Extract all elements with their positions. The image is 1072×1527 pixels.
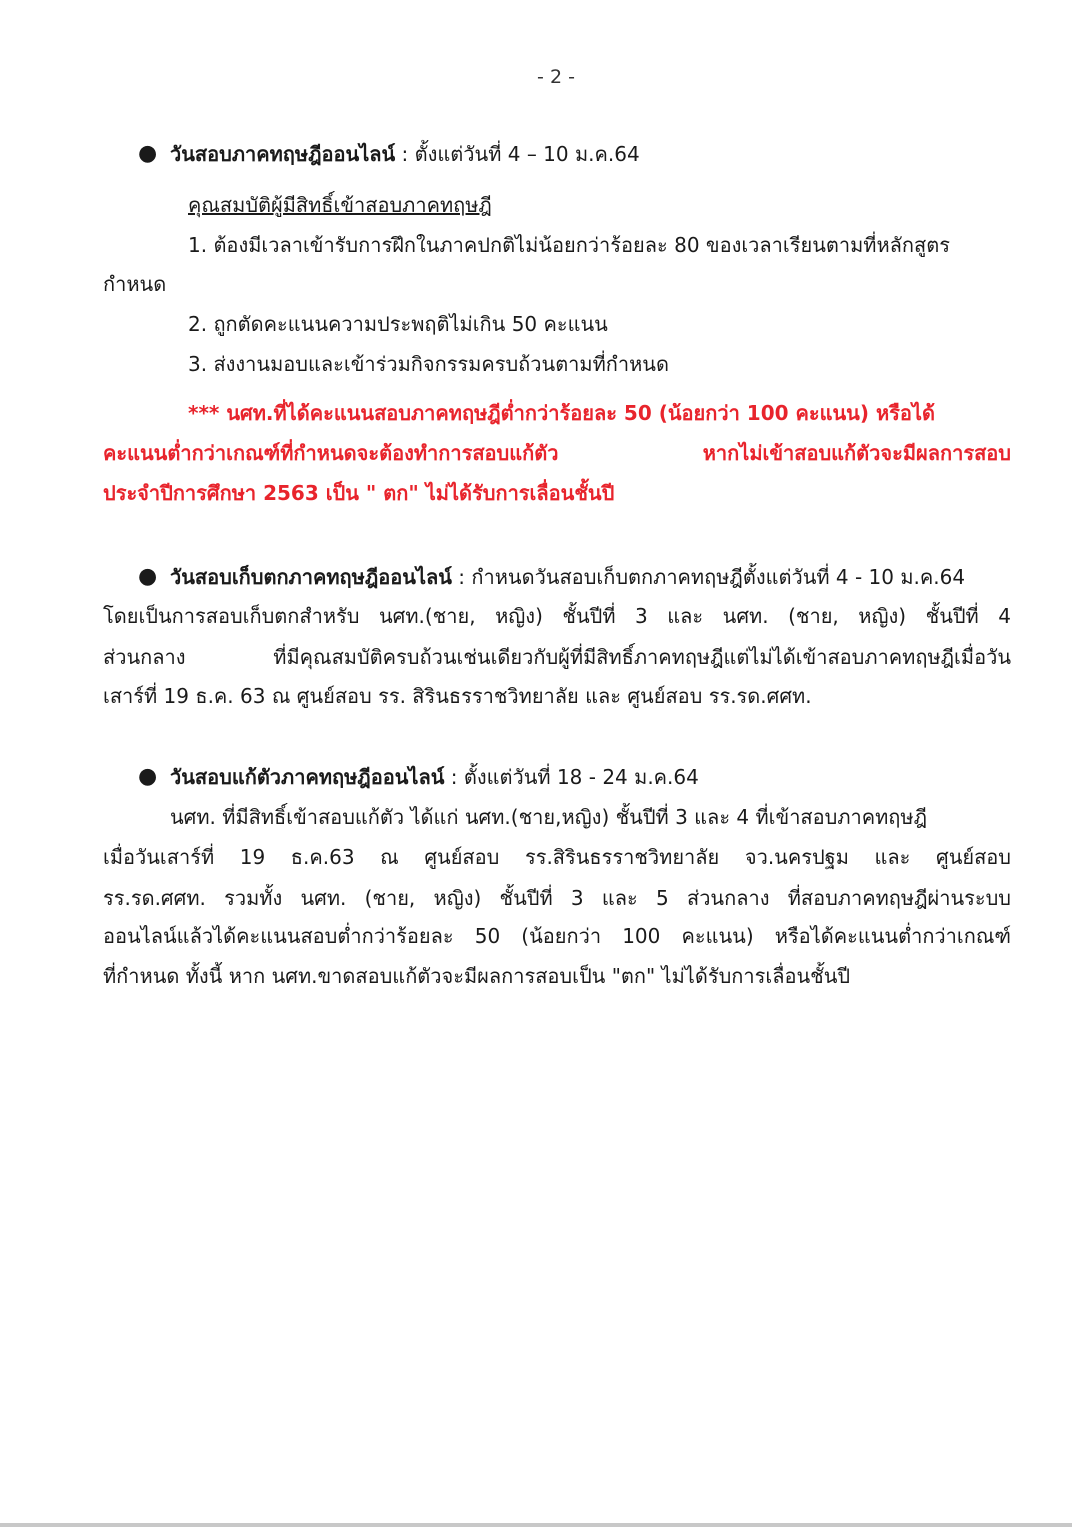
section2-line-4: เสาร์ที่ 19 ธ.ค. 63 ณ ศูนย์สอบ รร. สิรินธรราชวิทยาลัย และ ศูนย์สอบ รร.รด.ศศท. [103, 684, 812, 708]
section3-line-2: นศท. ที่มีสิทธิ์เข้าสอบแก้ตัว ได้แก่ นศท.(ชาย,หญิง) ชั้นปีที่ 3 และ 4 ที่เข้าสอบภาคทฤษฎี [170, 805, 928, 829]
warning-line-3: ประจำปีการศึกษา 2563 เป็น " ตก" ไม่ได้รับการเลื่อนชั้นปี [103, 481, 615, 505]
qualification-item-1: 1. ต้องมีเวลาเข้ารับการฝึกในภาคปกติไม่น้อยกว่าร้อยละ 80 ของเวลาเรียนตามที่หลักสูตร [188, 233, 950, 257]
section3-heading [170, 763, 699, 791]
section3-line-6: ที่กำหนด ทั้งนี้ หาก นศท.ขาดสอบแก้ตัวจะมีผลการสอบเป็น "ตก" ไม่ได้รับการเลื่อนชั้นปี [103, 964, 851, 988]
section1-title: วันสอบภาคทฤษฎีออนไลน์ [170, 142, 396, 166]
section2-heading [170, 563, 965, 591]
section3-detail: : ตั้งแต่วันที่ 18 - 24 ม.ค.64 [444, 765, 699, 789]
section1-heading [170, 140, 640, 168]
section3-line-4: รร.รด.ศศท. รวมทั้ง นศท. (ชาย, หญิง) ชั้นปีที่ 3 และ 5 ส่วนกลาง ที่สอบภาคทฤษฎีผ่านระบบ [103, 886, 1011, 910]
section1-detail: : ตั้งแต่วันที่ 4 – 10 ม.ค.64 [395, 142, 640, 166]
page-bottom-border [0, 1523, 1072, 1527]
qualification-item-1-cont: กำหนด [103, 272, 167, 296]
page-number: - 2 - [537, 66, 575, 88]
warning-line-2: คะแนนต่ำกว่าเกณฑ์ที่กำหนดจะต้องทำการสอบแก้ตัว หากไม่เข้าสอบแก้ตัวจะมีผลการสอบ [103, 441, 1011, 465]
bullet-icon: ● [138, 141, 158, 166]
section3-title: วันสอบแก้ตัวภาคทฤษฎีออนไลน์ [170, 765, 445, 789]
section3-line-3: เมื่อวันเสาร์ที่ 19 ธ.ค.63 ณ ศูนย์สอบ รร.สิรินธรราชวิทยาลัย จว.นครปฐม และ ศูนย์สอบ [103, 845, 1011, 869]
qualification-item-3: 3. ส่งงานมอบและเข้าร่วมกิจกรรมครบถ้วนตามที่กำหนด [188, 352, 669, 376]
section2-title: วันสอบเก็บตกภาคทฤษฎีออนไลน์ [170, 565, 452, 589]
bullet-icon: ● [138, 764, 158, 789]
bullet-icon: ● [138, 564, 158, 589]
qualification-heading: คุณสมบัติผู้มีสิทธิ์เข้าสอบภาคทฤษฎี [188, 193, 492, 217]
qualification-item-2: 2. ถูกตัดคะแนนความประพฤติไม่เกิน 50 คะแนน [188, 312, 608, 336]
warning-line-1: *** นศท.ที่ได้คะแนนสอบภาคทฤษฎีต่ำกว่าร้อยละ 50 (น้อยกว่า 100 คะแนน) หรือได้ [188, 401, 935, 425]
section2-detail: : กำหนดวันสอบเก็บตกภาคทฤษฎีตั้งแต่วันที่ 4 - 10 ม.ค.64 [451, 565, 966, 589]
section3-line-5: ออนไลน์แล้วได้คะแนนสอบต่ำกว่าร้อยละ 50 (น้อยกว่า 100 คะแนน) หรือได้คะแนนต่ำกว่าเกณฑ์ [103, 924, 1011, 948]
section2-line-2: โดยเป็นการสอบเก็บตกสำหรับ นศท.(ชาย, หญิง) ชั้นปีที่ 3 และ นศท. (ชาย, หญิง) ชั้นปีที่ 4 [103, 604, 1011, 628]
section2-line-3: ส่วนกลาง ที่มีคุณสมบัติครบถ้วนเช่นเดียวกับผู้ที่มีสิทธิ์ภาคทฤษฎีแต่ไม่ได้เข้าสอบภาคทฤษฎีเมื่อวัน [103, 645, 1011, 669]
